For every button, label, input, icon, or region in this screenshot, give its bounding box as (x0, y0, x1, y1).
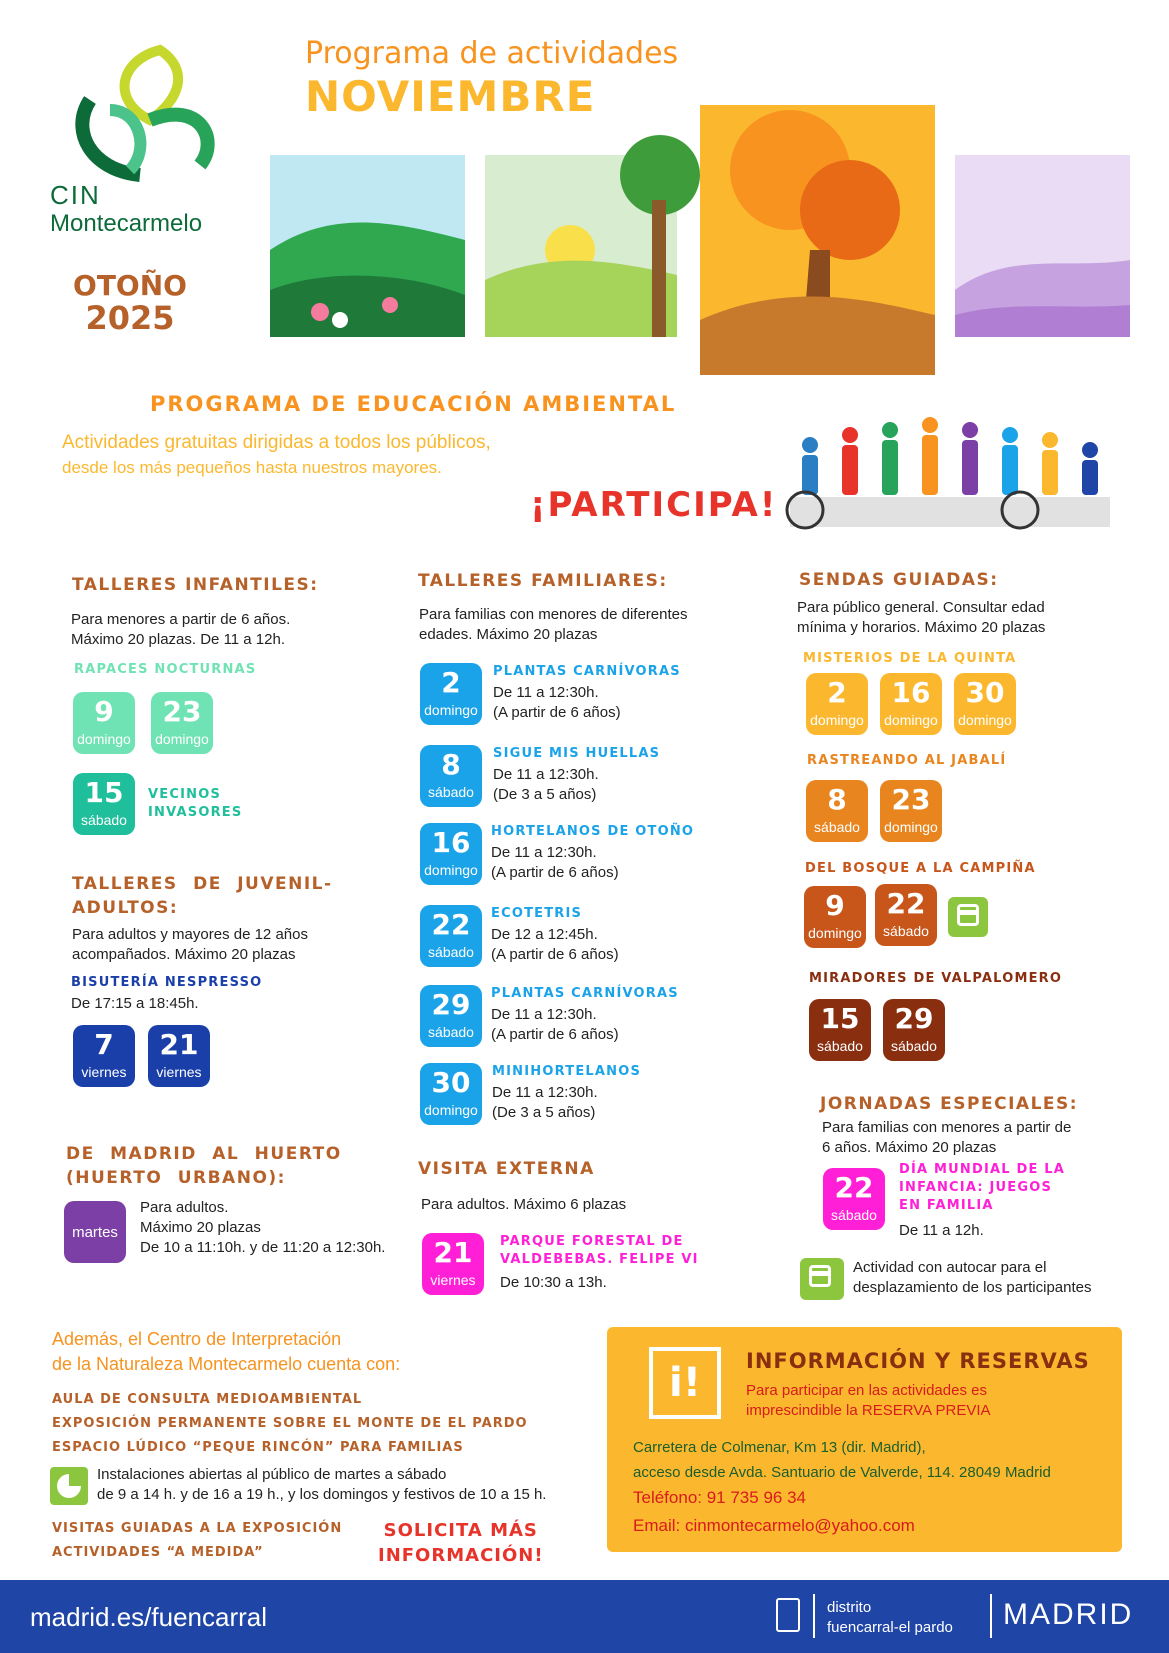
huerto-line-3: De 10 a 11:10h. y de 11:20 a 12:30h. (140, 1239, 386, 1256)
ademas-line-2: de la Naturaleza Montecarmelo cuenta con: (52, 1354, 401, 1374)
ademas-line-1: Además, el Centro de Interpretación (52, 1329, 342, 1349)
huerto-title-1: DE MADRID AL HUERTO (66, 1144, 342, 1164)
activity-name: ECOTETRIS (491, 906, 583, 921)
ademas-intro (52, 1327, 400, 1377)
date-tile: 29 sábado (420, 985, 482, 1047)
martes-tile: martes (64, 1201, 126, 1263)
date-tile: 23 domingo (880, 780, 942, 842)
solicita-line-1: SOLICITA MÁS (383, 1520, 538, 1541)
externa-name-2: VALDEBEBAS. FELIPE VI (500, 1252, 699, 1267)
ademas-item: EXPOSICIÓN PERMANENTE SOBRE EL MONTE DE EL PARDO (52, 1416, 528, 1431)
juvenil-title-2: ADULTOS: (72, 898, 179, 918)
familiares-desc-2: edades. Máximo 20 plazas (419, 626, 598, 643)
distrito-line-2: fuencarral-el pardo (827, 1619, 953, 1636)
activity-name: SIGUE MIS HUELLAS (493, 746, 661, 761)
date-tile: 16 domingo (420, 823, 482, 885)
intro-line-2: desde los más pequeños hasta nuestros mayores. (62, 458, 442, 477)
address-line-2: acceso desde Avda. Santuario de Valverde, 114. 28049 Madrid (633, 1464, 1051, 1481)
activity-name: PLANTAS CARNÍVORAS (493, 664, 681, 679)
intro-line-1: Actividades gratuitas dirigidas a todos los públicos, (62, 432, 491, 453)
ademas-extra (52, 1517, 342, 1565)
juvenil-desc-1: Para adultos y mayores de 12 años (72, 926, 308, 943)
sendas-title: SENDAS GUIADAS: (799, 570, 999, 590)
activity-details: De 11 a 12:30h. (A partir de 6 años) (493, 684, 621, 721)
bisuteria-title: BISUTERÍA NESPRESSO (71, 975, 263, 990)
date-tile: 21 viernes (422, 1233, 484, 1295)
season-label (70, 269, 190, 337)
clock-icon (50, 1467, 88, 1505)
bus-icon (800, 1258, 844, 1300)
ademas-item: AULA DE CONSULTA MEDIOAMBIENTAL (52, 1392, 363, 1407)
visitas-guiadas: VISITAS GUIADAS A LA EXPOSICIÓN (52, 1521, 343, 1536)
year: 2025 (85, 299, 175, 337)
externa-desc: Para adultos. Máximo 6 plazas (421, 1196, 627, 1213)
date-tile: 22 sábado (823, 1168, 885, 1230)
jornadas-desc-1: Para familias con menores a partir de (822, 1119, 1072, 1136)
huerto-info (140, 1198, 385, 1258)
juvenil-title (72, 872, 333, 920)
jornadas-desc-2: 6 años. Máximo 20 plazas (822, 1139, 997, 1156)
bus-note-2: desplazamiento de los participantes (853, 1279, 1092, 1296)
footer (0, 1580, 1169, 1653)
footer-madrid: MADRID (1003, 1598, 1134, 1631)
program-heading: PROGRAMA DE EDUCACIÓN AMBIENTAL (150, 392, 677, 416)
solicita-line-2: INFORMACIÓN! (378, 1545, 544, 1566)
huerto-title-2: (HUERTO URBANO): (66, 1168, 286, 1188)
leaf-logo-icon (50, 40, 230, 200)
juvenil-desc-2: acompañados. Máximo 20 plazas (72, 946, 296, 963)
info-note-2: imprescindible la RESERVA PREVIA (746, 1402, 991, 1419)
familiares-desc-1: Para familias con menores de diferentes (419, 606, 688, 623)
activity-details: De 11 a 12:30h. (De 3 a 5 años) (493, 766, 599, 803)
vecinos-line-2: INVASORES (148, 805, 243, 820)
infantiles-desc-2: Máximo 20 plazas. De 11 a 12h. (71, 631, 286, 648)
externa-title: VISITA EXTERNA (418, 1159, 595, 1179)
infantiles-title: TALLERES INFANTILES: (72, 575, 319, 595)
externa-time: De 10:30 a 13h. (500, 1274, 607, 1291)
bus-note-1: Actividad con autocar para el (853, 1259, 1047, 1276)
huerto-line-1: Para adultos. (140, 1199, 229, 1216)
date-tile: 29 sábado (883, 999, 945, 1061)
senda-title: MIRADORES DE VALPALOMERO (809, 971, 1063, 986)
senda-title: DEL BOSQUE A LA CAMPIÑA (805, 861, 1036, 876)
date-tile: 2 domingo (420, 663, 482, 725)
info-box (607, 1327, 1122, 1552)
info-phone: Teléfono: 91 735 96 34 (633, 1488, 806, 1507)
ademas-list (52, 1388, 528, 1460)
bisuteria-time: De 17:15 a 18:45h. (71, 995, 199, 1012)
date-tile: 15 sábado (73, 773, 135, 835)
madrid-crest-icon (776, 1598, 800, 1632)
activity-details: De 11 a 12:30h. (De 3 a 5 años) (492, 1084, 598, 1121)
date-tile: 9 domingo (804, 886, 866, 948)
activity-name: HORTELANOS DE OTOÑO (491, 824, 695, 839)
footer-divider (990, 1594, 992, 1638)
date-tile: 22 sábado (420, 905, 482, 967)
huerto-title (66, 1142, 342, 1190)
date-tile: 8 sábado (806, 780, 868, 842)
footer-url[interactable]: madrid.es/fuencarral (30, 1602, 267, 1632)
date-tile: 21 viernes (148, 1025, 210, 1087)
distrito-line-1: distrito (827, 1599, 872, 1616)
date-tile: 30 domingo (954, 673, 1016, 735)
jornadas-name (899, 1161, 1065, 1215)
date-tile: 30 domingo (420, 1063, 482, 1125)
autumn-landscape-illustration (270, 100, 1130, 380)
vecinos-title (148, 786, 242, 822)
bus-note (853, 1258, 1091, 1298)
jornadas-name-1: DÍA MUNDIAL DE LA (899, 1162, 1066, 1177)
bus-icon (948, 897, 988, 937)
senda-title: MISTERIOS DE LA QUINTA (803, 651, 1017, 666)
info-title: INFORMACIÓN Y RESERVAS (746, 1349, 1090, 1373)
senda-title: RASTREANDO AL JABALÍ (807, 753, 1007, 768)
date-tile: 15 sábado (809, 999, 871, 1061)
footer-distrito (827, 1598, 953, 1638)
externa-name (500, 1233, 699, 1269)
huerto-line-2: Máximo 20 plazas (140, 1219, 261, 1236)
crowd-illustration (780, 405, 1120, 535)
logo-cin: CIN (50, 180, 101, 210)
info-note-1: Para participar en las actividades es (746, 1382, 987, 1399)
juvenil-title-1: TALLERES DE JUVENIL- (72, 874, 333, 894)
logo (50, 40, 250, 240)
vecinos-line-1: VECINOS (148, 787, 222, 802)
rapaces-title: RAPACES NOCTURNAS (74, 662, 257, 677)
jornadas-name-2: INFANCIA: JUEGOS (899, 1180, 1053, 1195)
date-tile: 8 sábado (420, 745, 482, 807)
ademas-item: ESPACIO LÚDICO “PEQUE RINCÓN” PARA FAMILIAS (52, 1440, 464, 1455)
activity-details: De 11 a 12:30h. (A partir de 6 años) (491, 844, 619, 881)
info-email[interactable]: Email: cinmontecarmelo@yahoo.com (633, 1516, 915, 1535)
jornadas-time: De 11 a 12h. (899, 1222, 984, 1239)
familiares-title: TALLERES FAMILIARES: (418, 571, 668, 591)
externa-name-1: PARQUE FORESTAL DE (500, 1234, 684, 1249)
activity-name: MINIHORTELANOS (492, 1064, 642, 1079)
date-tile: 7 viernes (73, 1025, 135, 1087)
hours-line-1: Instalaciones abiertas al público de martes a sábado (97, 1466, 447, 1483)
program-title: Programa de actividades (305, 36, 679, 71)
footer-divider (813, 1594, 815, 1638)
actividades-medida: ACTIVIDADES “A MEDIDA” (52, 1545, 264, 1560)
address-line-1: Carretera de Colmenar, Km 13 (dir. Madrid), (633, 1439, 926, 1456)
season: OTOÑO (73, 269, 187, 302)
date-tile: 16 domingo (880, 673, 942, 735)
date-tile: 9 domingo (73, 692, 135, 754)
info-icon: i! (649, 1347, 721, 1419)
date-tile: 23 domingo (151, 692, 213, 754)
activity-details: De 11 a 12:30h. (A partir de 6 años) (491, 1006, 619, 1043)
hours-line-2: de 9 a 14 h. y de 16 a 19 h., y los domingos y festivos de 10 a 15 h. (97, 1486, 547, 1503)
activity-name: PLANTAS CARNÍVORAS (491, 986, 679, 1001)
sendas-desc-2: mínima y horarios. Máximo 20 plazas (797, 619, 1046, 636)
info-note (746, 1381, 991, 1421)
jornadas-name-3: EN FAMILIA (899, 1198, 994, 1213)
activity-details: De 12 a 12:45h. (A partir de 6 años) (491, 926, 619, 963)
sendas-desc-1: Para público general. Consultar edad (797, 599, 1045, 616)
date-tile: 2 domingo (806, 673, 868, 735)
month-title: NOVIEMBRE (305, 72, 596, 121)
hours (97, 1465, 546, 1505)
jornadas-title: JORNADAS ESPECIALES: (820, 1094, 1079, 1114)
solicita (378, 1518, 544, 1568)
logo-montecarmelo: Montecarmelo (50, 210, 203, 237)
info-address (633, 1435, 1051, 1485)
infantiles-desc-1: Para menores a partir de 6 años. (71, 611, 291, 628)
date-tile: 22 sábado (875, 884, 937, 946)
participa-cta: ¡PARTICIPA! (530, 485, 778, 525)
